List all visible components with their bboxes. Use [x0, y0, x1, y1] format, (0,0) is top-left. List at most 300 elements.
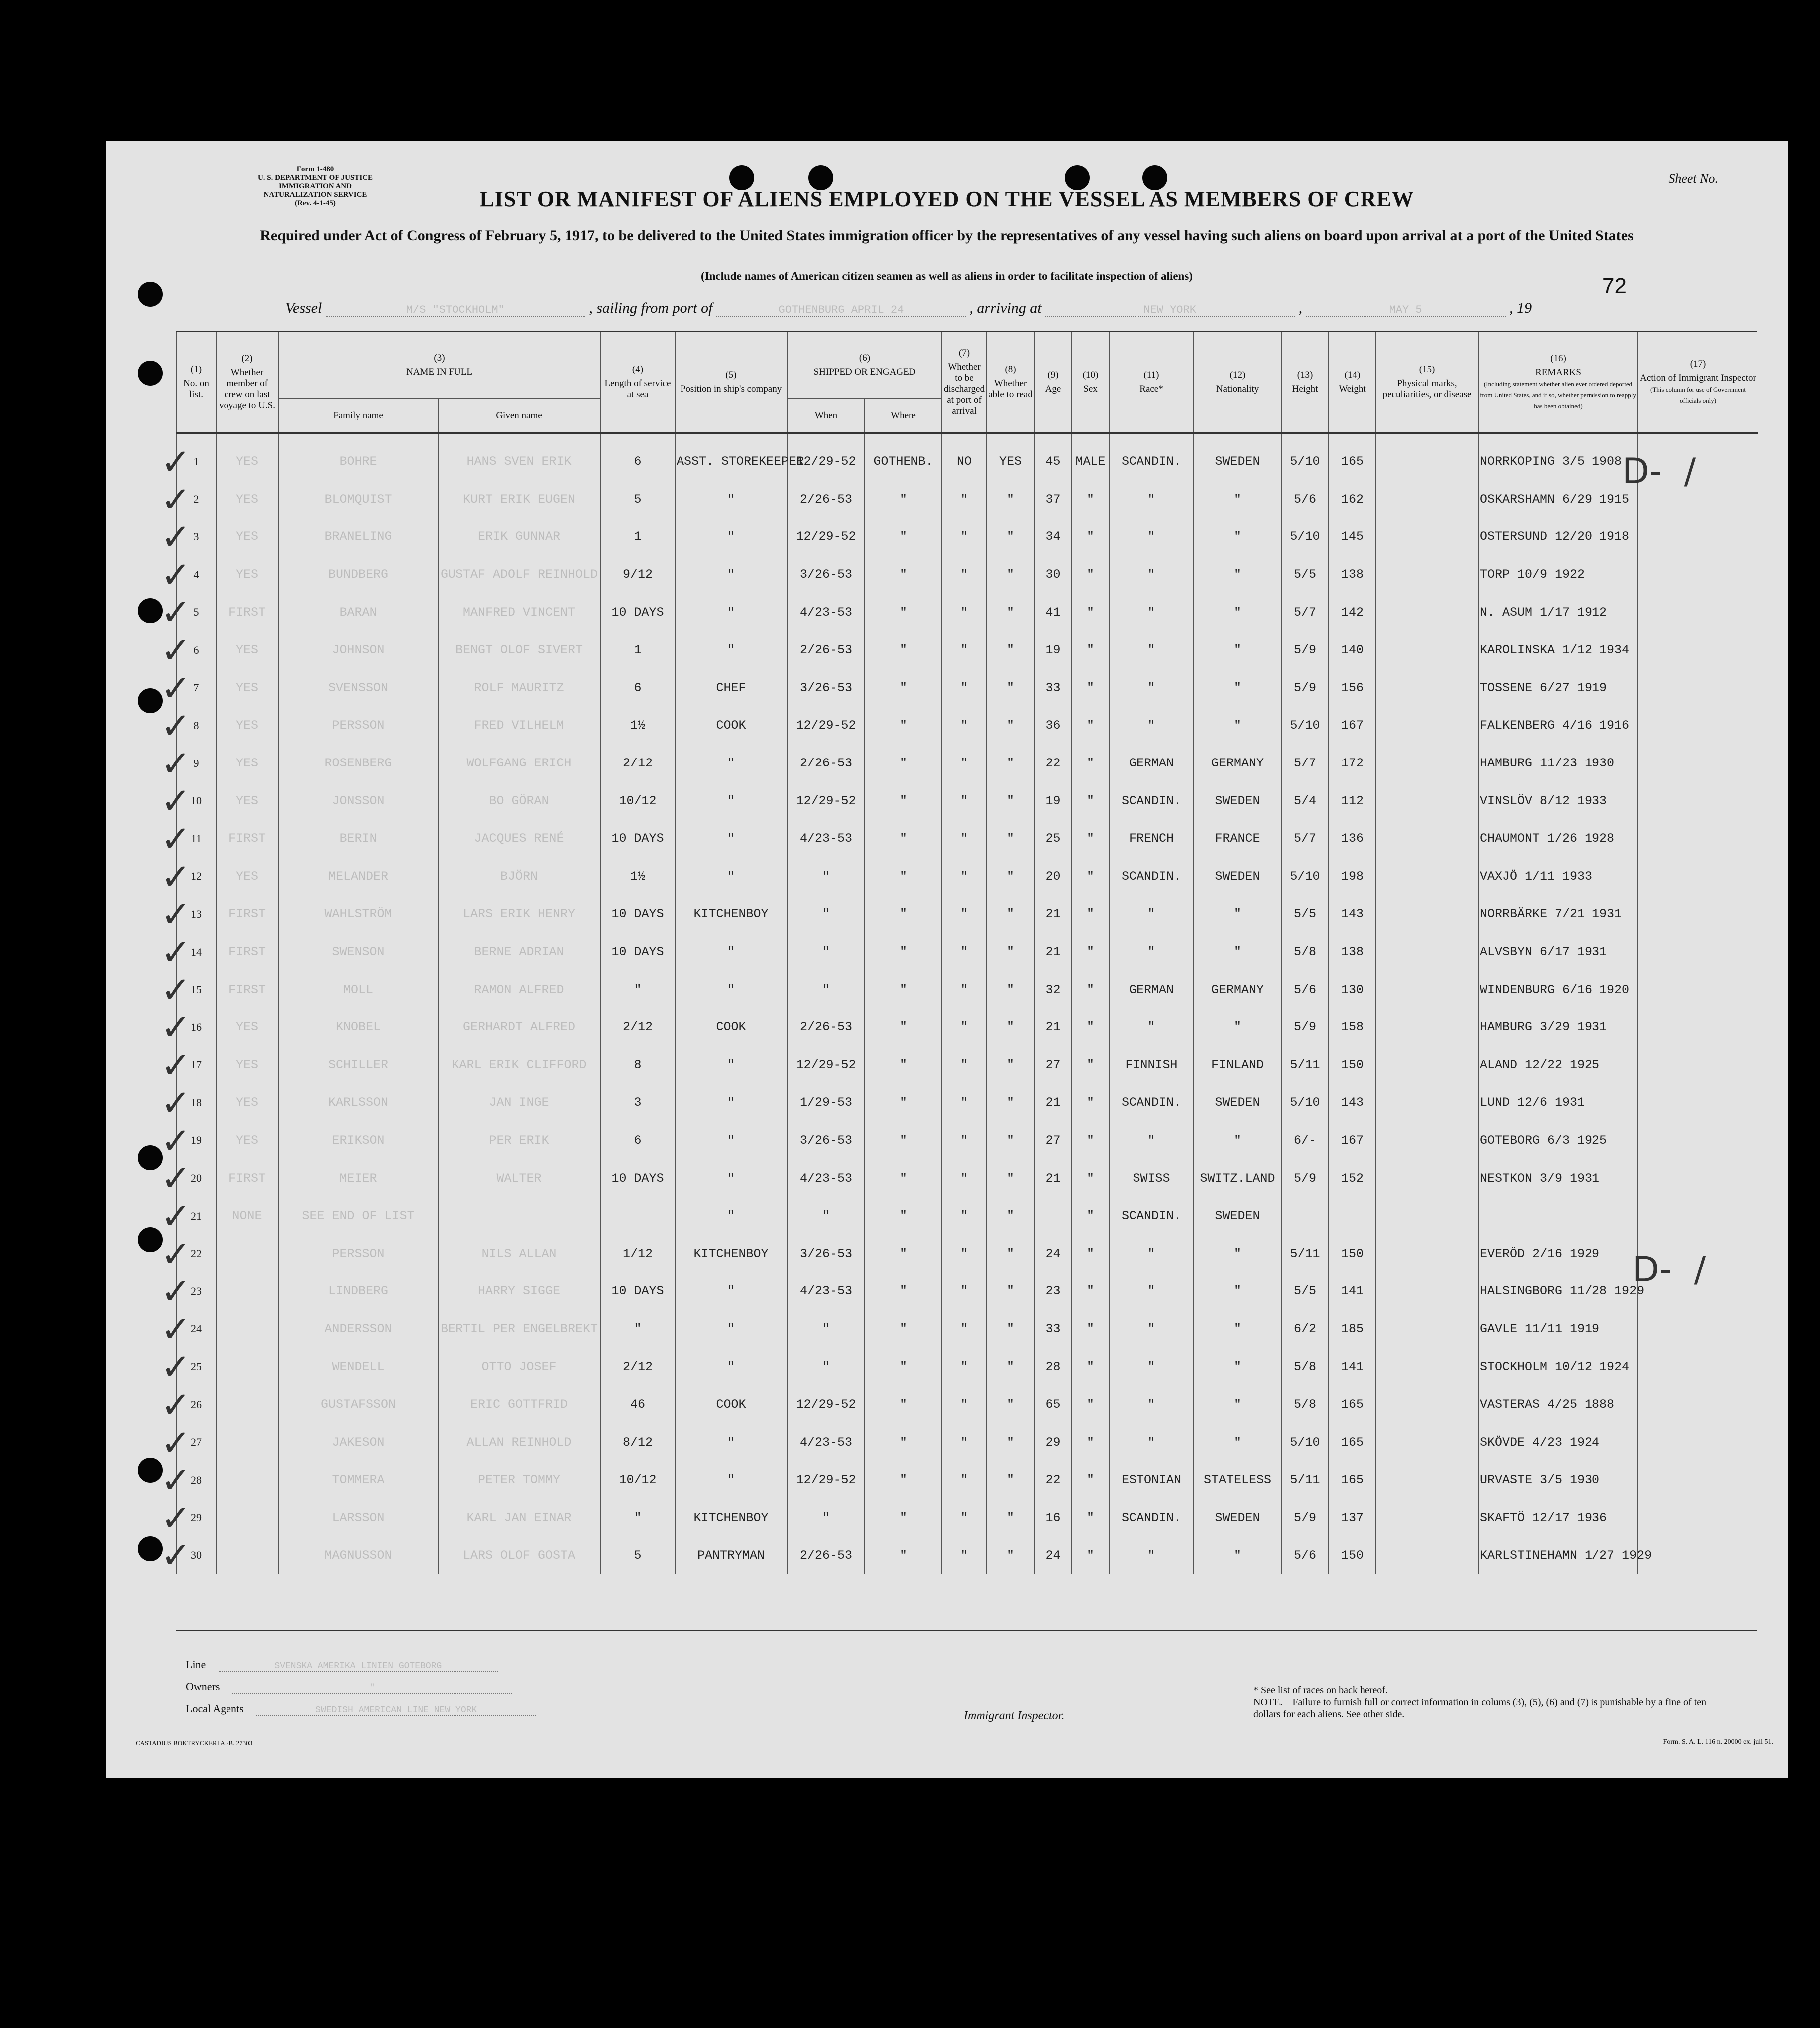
cell-action — [1638, 1046, 1758, 1084]
cell-weight: 152 — [1329, 1159, 1376, 1197]
table-row — [176, 433, 1758, 481]
punch-hole-icon — [138, 1227, 163, 1252]
check-mark-icon: ✓ — [161, 441, 191, 483]
check-mark-icon: ✓ — [161, 1384, 191, 1426]
col-read-header: (8) Whether able to read — [987, 332, 1034, 433]
table-row — [176, 858, 1758, 896]
cell-action — [1638, 1348, 1758, 1386]
cell-age: 19 — [1034, 631, 1072, 669]
cell-height: 5/10 — [1281, 858, 1329, 896]
cell-no: 23 — [176, 1272, 216, 1310]
cell-disch: " — [942, 895, 987, 933]
cell-disch: " — [942, 1386, 987, 1424]
cell-marks — [1376, 1310, 1478, 1348]
table-row — [176, 782, 1758, 820]
cell-family: JONSSON — [278, 782, 438, 820]
cell-action — [1638, 518, 1758, 556]
cell-action — [1638, 1009, 1758, 1046]
cell-remarks: EVERÖD 2/16 1929 — [1478, 1235, 1638, 1272]
line-row — [186, 1658, 536, 1672]
cell-race: SCANDIN. — [1109, 1084, 1194, 1122]
table-row — [176, 820, 1758, 858]
cell-no: 11 — [176, 820, 216, 858]
cell-service: 6 — [600, 433, 675, 481]
cell-height: 5/9 — [1281, 669, 1329, 707]
table-row — [176, 895, 1758, 933]
cell-where: " — [865, 782, 942, 820]
cell-prev: YES — [216, 1046, 278, 1084]
cell-where: " — [865, 1499, 942, 1537]
cell-action — [1638, 1159, 1758, 1197]
cell-weight: 137 — [1329, 1499, 1376, 1537]
cell-height: 5/7 — [1281, 593, 1329, 631]
cell-no: 27 — [176, 1423, 216, 1461]
cell-action — [1638, 631, 1758, 669]
cell-age: 27 — [1034, 1046, 1072, 1084]
cell-where: " — [865, 707, 942, 745]
cell-race: SWISS — [1109, 1159, 1194, 1197]
cell-weight: 141 — [1329, 1348, 1376, 1386]
cell-weight: 143 — [1329, 1084, 1376, 1122]
owners-row — [186, 1680, 536, 1694]
cell-position: PANTRYMAN — [675, 1536, 787, 1574]
col-physical-marks-header: (15) Physical marks, peculiarities, or disease — [1376, 332, 1478, 433]
crew-table-body — [176, 433, 1758, 1574]
cell-no: 19 — [176, 1122, 216, 1160]
check-mark-icon: ✓ — [161, 1195, 191, 1237]
cell-read: " — [987, 1009, 1034, 1046]
cell-prev: YES — [216, 481, 278, 518]
cell-position: KITCHENBOY — [675, 1235, 787, 1272]
cell-service: 5 — [600, 481, 675, 518]
cell-service: 46 — [600, 1386, 675, 1424]
cell-position: " — [675, 1272, 787, 1310]
check-mark-icon: ✓ — [161, 1270, 191, 1313]
cell-family: JAKESON — [278, 1423, 438, 1461]
cell-sex: " — [1072, 1272, 1109, 1310]
cell-prev: YES — [216, 1122, 278, 1160]
cell-sex: " — [1072, 933, 1109, 971]
col-height-header: (13) Height — [1281, 332, 1329, 433]
cell-nat: " — [1194, 481, 1281, 518]
cell-action — [1638, 1461, 1758, 1499]
cell-given: KARL JAN EINAR — [438, 1499, 600, 1537]
cell-where: " — [865, 669, 942, 707]
cell-service: 6 — [600, 669, 675, 707]
cell-disch: NO — [942, 433, 987, 481]
cell-height — [1281, 1197, 1329, 1235]
cell-given: KURT ERIK EUGEN — [438, 481, 600, 518]
cell-height: 5/10 — [1281, 707, 1329, 745]
cell-read: " — [987, 933, 1034, 971]
cell-disch: " — [942, 933, 987, 971]
cell-service: 10/12 — [600, 782, 675, 820]
cell-weight: 143 — [1329, 895, 1376, 933]
cell-remarks: HALSINGBORG 11/28 1929 — [1478, 1272, 1638, 1310]
table-row — [176, 518, 1758, 556]
cell-prev: FIRST — [216, 1159, 278, 1197]
cell-disch: " — [942, 858, 987, 896]
cell-prev: FIRST — [216, 820, 278, 858]
cell-family: LINDBERG — [278, 1272, 438, 1310]
cell-position: " — [675, 971, 787, 1009]
check-mark-icon: ✓ — [161, 1044, 191, 1086]
cell-weight: 165 — [1329, 433, 1376, 481]
check-mark-icon: ✓ — [161, 818, 191, 860]
check-mark-icon: ✓ — [161, 1308, 191, 1350]
cell-weight: 145 — [1329, 518, 1376, 556]
cell-read: YES — [987, 433, 1034, 481]
cell-marks — [1376, 1536, 1478, 1574]
inspector-mark-top: D- / — [1622, 451, 1696, 492]
cell-position: COOK — [675, 707, 787, 745]
cell-remarks: ALAND 12/22 1925 — [1478, 1046, 1638, 1084]
cell-position: " — [675, 1423, 787, 1461]
cell-family: ROSENBERG — [278, 745, 438, 782]
cell-marks — [1376, 433, 1478, 481]
cell-sex: " — [1072, 820, 1109, 858]
cell-no: 9 — [176, 745, 216, 782]
cell-sex: " — [1072, 782, 1109, 820]
check-mark-icon: ✓ — [161, 1459, 191, 1502]
check-mark-icon: ✓ — [161, 1497, 191, 1539]
cell-where: " — [865, 1348, 942, 1386]
cell-service: 1/12 — [600, 1235, 675, 1272]
cell-sex: " — [1072, 631, 1109, 669]
cell-weight: 156 — [1329, 669, 1376, 707]
cell-prev: YES — [216, 745, 278, 782]
cell-sex: " — [1072, 971, 1109, 1009]
cell-when: 2/26-53 — [787, 1009, 865, 1046]
cell-nat: " — [1194, 1235, 1281, 1272]
cell-remarks: STOCKHOLM 10/12 1924 — [1478, 1348, 1638, 1386]
cell-service: 2/12 — [600, 1348, 675, 1386]
cell-nat: SWEDEN — [1194, 1499, 1281, 1537]
cell-weight: 138 — [1329, 556, 1376, 594]
cell-disch: " — [942, 593, 987, 631]
cell-marks — [1376, 971, 1478, 1009]
cell-age: 21 — [1034, 1159, 1072, 1197]
table-row — [176, 1499, 1758, 1537]
cell-family: LARSSON — [278, 1499, 438, 1537]
cell-nat: SWEDEN — [1194, 858, 1281, 896]
cell-remarks: FALKENBERG 4/16 1916 — [1478, 707, 1638, 745]
cell-position: " — [675, 1046, 787, 1084]
punch-hole-icon — [138, 1458, 163, 1483]
cell-weight: 172 — [1329, 745, 1376, 782]
cell-height: 5/5 — [1281, 1272, 1329, 1310]
cell-when: 2/26-53 — [787, 481, 865, 518]
cell-nat: GERMANY — [1194, 745, 1281, 782]
cell-race: " — [1109, 895, 1194, 933]
vessel-label: Vessel — [285, 300, 322, 316]
cell-read: " — [987, 556, 1034, 594]
year-label: , 19 — [1509, 300, 1532, 316]
cell-height: 5/4 — [1281, 782, 1329, 820]
cell-read: " — [987, 518, 1034, 556]
cell-sex: " — [1072, 707, 1109, 745]
check-mark-icon: ✓ — [161, 1119, 191, 1162]
cell-action — [1638, 707, 1758, 745]
cell-sex: " — [1072, 1235, 1109, 1272]
cell-prev: YES — [216, 858, 278, 896]
cell-no: 4 — [176, 556, 216, 594]
cell-disch: " — [942, 707, 987, 745]
col-inspector-action-header: (17) Action of Immigrant Inspector (This column for use of Government officials only) — [1638, 332, 1758, 433]
table-row — [176, 707, 1758, 745]
check-mark-icon: ✓ — [161, 931, 191, 973]
cell-race: " — [1109, 933, 1194, 971]
cell-action — [1638, 1084, 1758, 1122]
cell-prev: YES — [216, 433, 278, 481]
cell-read: " — [987, 820, 1034, 858]
cell-service: " — [600, 971, 675, 1009]
cell-nat: " — [1194, 933, 1281, 971]
cell-no: 26 — [176, 1386, 216, 1424]
cell-race: SCANDIN. — [1109, 1197, 1194, 1235]
check-mark-icon: ✓ — [161, 1534, 191, 1577]
cell-family: BARAN — [278, 593, 438, 631]
cell-remarks: URVASTE 3/5 1930 — [1478, 1461, 1638, 1499]
cell-race: " — [1109, 1235, 1194, 1272]
cell-marks — [1376, 745, 1478, 782]
cell-marks — [1376, 1159, 1478, 1197]
cell-where: " — [865, 556, 942, 594]
col-remarks-header: (16) REMARKS (Including statement whether alien ever ordered deported from United States, and if so, whether permission to reapply has been obtained) — [1478, 332, 1638, 433]
cell-when: " — [787, 971, 865, 1009]
agents-row — [186, 1702, 536, 1716]
cell-given: FRED VILHELM — [438, 707, 600, 745]
page-subtitle-note: (Include names of American citizen seamen as well as aliens in order to facilitate inspection of aliens) — [701, 270, 1193, 282]
cell-nat: " — [1194, 895, 1281, 933]
cell-when: " — [787, 895, 865, 933]
cell-race: " — [1109, 1348, 1194, 1386]
cell-race: " — [1109, 1423, 1194, 1461]
cell-where: " — [865, 1159, 942, 1197]
cell-no: 22 — [176, 1235, 216, 1272]
cell-nat: " — [1194, 669, 1281, 707]
cell-given: HANS SVEN ERIK — [438, 433, 600, 481]
cell-sex: " — [1072, 1009, 1109, 1046]
cell-service: 9/12 — [600, 556, 675, 594]
table-row — [176, 631, 1758, 669]
cell-prev: YES — [216, 556, 278, 594]
cell-age: 24 — [1034, 1536, 1072, 1574]
cell-age: 21 — [1034, 1084, 1072, 1122]
cell-where: " — [865, 593, 942, 631]
cell-age: 28 — [1034, 1348, 1072, 1386]
cell-height: 5/9 — [1281, 1009, 1329, 1046]
check-mark-icon: ✓ — [161, 1233, 191, 1275]
cell-marks — [1376, 933, 1478, 971]
cell-age: 27 — [1034, 1122, 1072, 1160]
cell-weight: 158 — [1329, 1009, 1376, 1046]
cell-position: " — [675, 481, 787, 518]
cell-remarks: HAMBURG 11/23 1930 — [1478, 745, 1638, 782]
cell-where: " — [865, 481, 942, 518]
cell-where: " — [865, 1310, 942, 1348]
cell-weight: 136 — [1329, 820, 1376, 858]
cell-when: 2/26-53 — [787, 631, 865, 669]
check-mark-icon: ✓ — [161, 1007, 191, 1048]
cell-remarks: LUND 12/6 1931 — [1478, 1084, 1638, 1122]
cell-no: 20 — [176, 1159, 216, 1197]
cell-age: 23 — [1034, 1272, 1072, 1310]
cell-action — [1638, 593, 1758, 631]
cell-disch: " — [942, 745, 987, 782]
cell-when: 1/29-53 — [787, 1084, 865, 1122]
cell-sex: " — [1072, 1536, 1109, 1574]
cell-read: " — [987, 1197, 1034, 1235]
cell-no: 18 — [176, 1084, 216, 1122]
cell-prev — [216, 1499, 278, 1537]
cell-remarks: GOTEBORG 6/3 1925 — [1478, 1122, 1638, 1160]
cell-where: " — [865, 933, 942, 971]
cell-prev — [216, 1348, 278, 1386]
cell-prev — [216, 1272, 278, 1310]
cell-height: 5/10 — [1281, 1423, 1329, 1461]
cell-race: " — [1109, 1009, 1194, 1046]
cell-prev: FIRST — [216, 593, 278, 631]
cell-where: " — [865, 1461, 942, 1499]
cell-prev — [216, 1536, 278, 1574]
table-row — [176, 971, 1758, 1009]
immigrant-inspector-label: Immigrant Inspector. — [964, 1709, 1065, 1722]
col-weight-header: (14) Weight — [1329, 332, 1376, 433]
cell-given: BJÖRN — [438, 858, 600, 896]
table-row — [176, 669, 1758, 707]
cell-nat: " — [1194, 1272, 1281, 1310]
cell-disch: " — [942, 1159, 987, 1197]
cell-family: PERSSON — [278, 1235, 438, 1272]
cell-nat: SWITZ.LAND — [1194, 1159, 1281, 1197]
cell-given: BO GÖRAN — [438, 782, 600, 820]
cell-service: " — [600, 1499, 675, 1537]
cell-action — [1638, 1310, 1758, 1348]
cell-no: 2 — [176, 481, 216, 518]
cell-when: 3/26-53 — [787, 1235, 865, 1272]
cell-race: " — [1109, 518, 1194, 556]
cell-service: 8 — [600, 1046, 675, 1084]
cell-marks — [1376, 1046, 1478, 1084]
cell-marks — [1376, 1197, 1478, 1235]
cell-when: 12/29-52 — [787, 1386, 865, 1424]
inspector-mark-lower: D- / — [1632, 1249, 1706, 1290]
table-row — [176, 1197, 1758, 1235]
sheet-number-label: Sheet No. — [1668, 171, 1718, 186]
cell-service: 1½ — [600, 707, 675, 745]
cell-nat: SWEDEN — [1194, 1197, 1281, 1235]
cell-sex: " — [1072, 593, 1109, 631]
col-discharge-header: (7) Whether to be discharged at port of arrival — [942, 332, 987, 433]
cell-remarks: OSKARSHAMN 6/29 1915 — [1478, 481, 1638, 518]
cell-remarks: OSTERSUND 12/20 1918 — [1478, 518, 1638, 556]
cell-disch: " — [942, 971, 987, 1009]
cell-when: 12/29-52 — [787, 518, 865, 556]
cell-position: " — [675, 556, 787, 594]
cell-marks — [1376, 481, 1478, 518]
cell-no: 15 — [176, 971, 216, 1009]
punch-hole-icon — [138, 1145, 163, 1170]
cell-disch: " — [942, 669, 987, 707]
table-row — [176, 1009, 1758, 1046]
cell-race: " — [1109, 1536, 1194, 1574]
cell-action — [1638, 971, 1758, 1009]
cell-race: " — [1109, 1122, 1194, 1160]
form-number: Form 1-480 — [296, 165, 334, 173]
cell-position: " — [675, 593, 787, 631]
cell-age: 21 — [1034, 1009, 1072, 1046]
arriving-label: , arriving at — [969, 300, 1042, 316]
cell-read: " — [987, 1310, 1034, 1348]
cell-no: 21 — [176, 1197, 216, 1235]
cell-service: 10/12 — [600, 1461, 675, 1499]
cell-marks — [1376, 1386, 1478, 1424]
cell-family: SWENSON — [278, 933, 438, 971]
cell-given: JACQUES RENÉ — [438, 820, 600, 858]
cell-no: 5 — [176, 593, 216, 631]
cell-age: 25 — [1034, 820, 1072, 858]
cell-service: 10 DAYS — [600, 1272, 675, 1310]
cell-weight: 130 — [1329, 971, 1376, 1009]
cell-sex: " — [1072, 1197, 1109, 1235]
cell-race: " — [1109, 1272, 1194, 1310]
cell-position: " — [675, 782, 787, 820]
cell-disch: " — [942, 1122, 987, 1160]
cell-family: WENDELL — [278, 1348, 438, 1386]
cell-remarks: N. ASUM 1/17 1912 — [1478, 593, 1638, 631]
cell-where: " — [865, 895, 942, 933]
cell-nat: " — [1194, 1386, 1281, 1424]
check-mark-icon: ✓ — [161, 629, 191, 671]
page-subtitle: Required under Act of Congress of February 5, 1917, to be delivered to the United States immigration officer by the representatives of any vessel having such aliens on board upon arrival at a port of the United States — [260, 227, 1634, 244]
cell-marks — [1376, 631, 1478, 669]
col-previous-voyage-header: (2) Whether member of crew on last voyage to U.S. — [216, 332, 278, 433]
cell-when: 12/29-52 — [787, 707, 865, 745]
cell-disch: " — [942, 631, 987, 669]
cell-position: " — [675, 858, 787, 896]
cell-remarks: CHAUMONT 1/26 1928 — [1478, 820, 1638, 858]
cell-marks — [1376, 782, 1478, 820]
cell-marks — [1376, 707, 1478, 745]
cell-height: 6/2 — [1281, 1310, 1329, 1348]
cell-action — [1638, 895, 1758, 933]
cell-remarks: ALVSBYN 6/17 1931 — [1478, 933, 1638, 971]
cell-action — [1638, 933, 1758, 971]
cell-no: 3 — [176, 518, 216, 556]
table-row — [176, 1386, 1758, 1424]
cell-sex: " — [1072, 1046, 1109, 1084]
table-row — [176, 556, 1758, 594]
cell-race: FINNISH — [1109, 1046, 1194, 1084]
cell-race: " — [1109, 481, 1194, 518]
table-row — [176, 593, 1758, 631]
cell-read: " — [987, 1461, 1034, 1499]
cell-disch: " — [942, 1461, 987, 1499]
cell-service: 10 DAYS — [600, 933, 675, 971]
col-shipped-header: (6) SHIPPED OR ENGAGED — [787, 332, 942, 399]
cell-given: KARL ERIK CLIFFORD — [438, 1046, 600, 1084]
cell-position: " — [675, 631, 787, 669]
cell-position: COOK — [675, 1009, 787, 1046]
col-number-header: (1) No. on list. — [176, 332, 216, 433]
cell-where: " — [865, 1009, 942, 1046]
cell-marks — [1376, 1084, 1478, 1122]
form-code-bottom: Form. S. A. L. 116 n. 20000 ex. juli 51. — [1663, 1738, 1773, 1746]
manifest-sheet — [106, 141, 1788, 1778]
cell-given: ERIC GOTTFRID — [438, 1386, 600, 1424]
cell-position: " — [675, 1197, 787, 1235]
